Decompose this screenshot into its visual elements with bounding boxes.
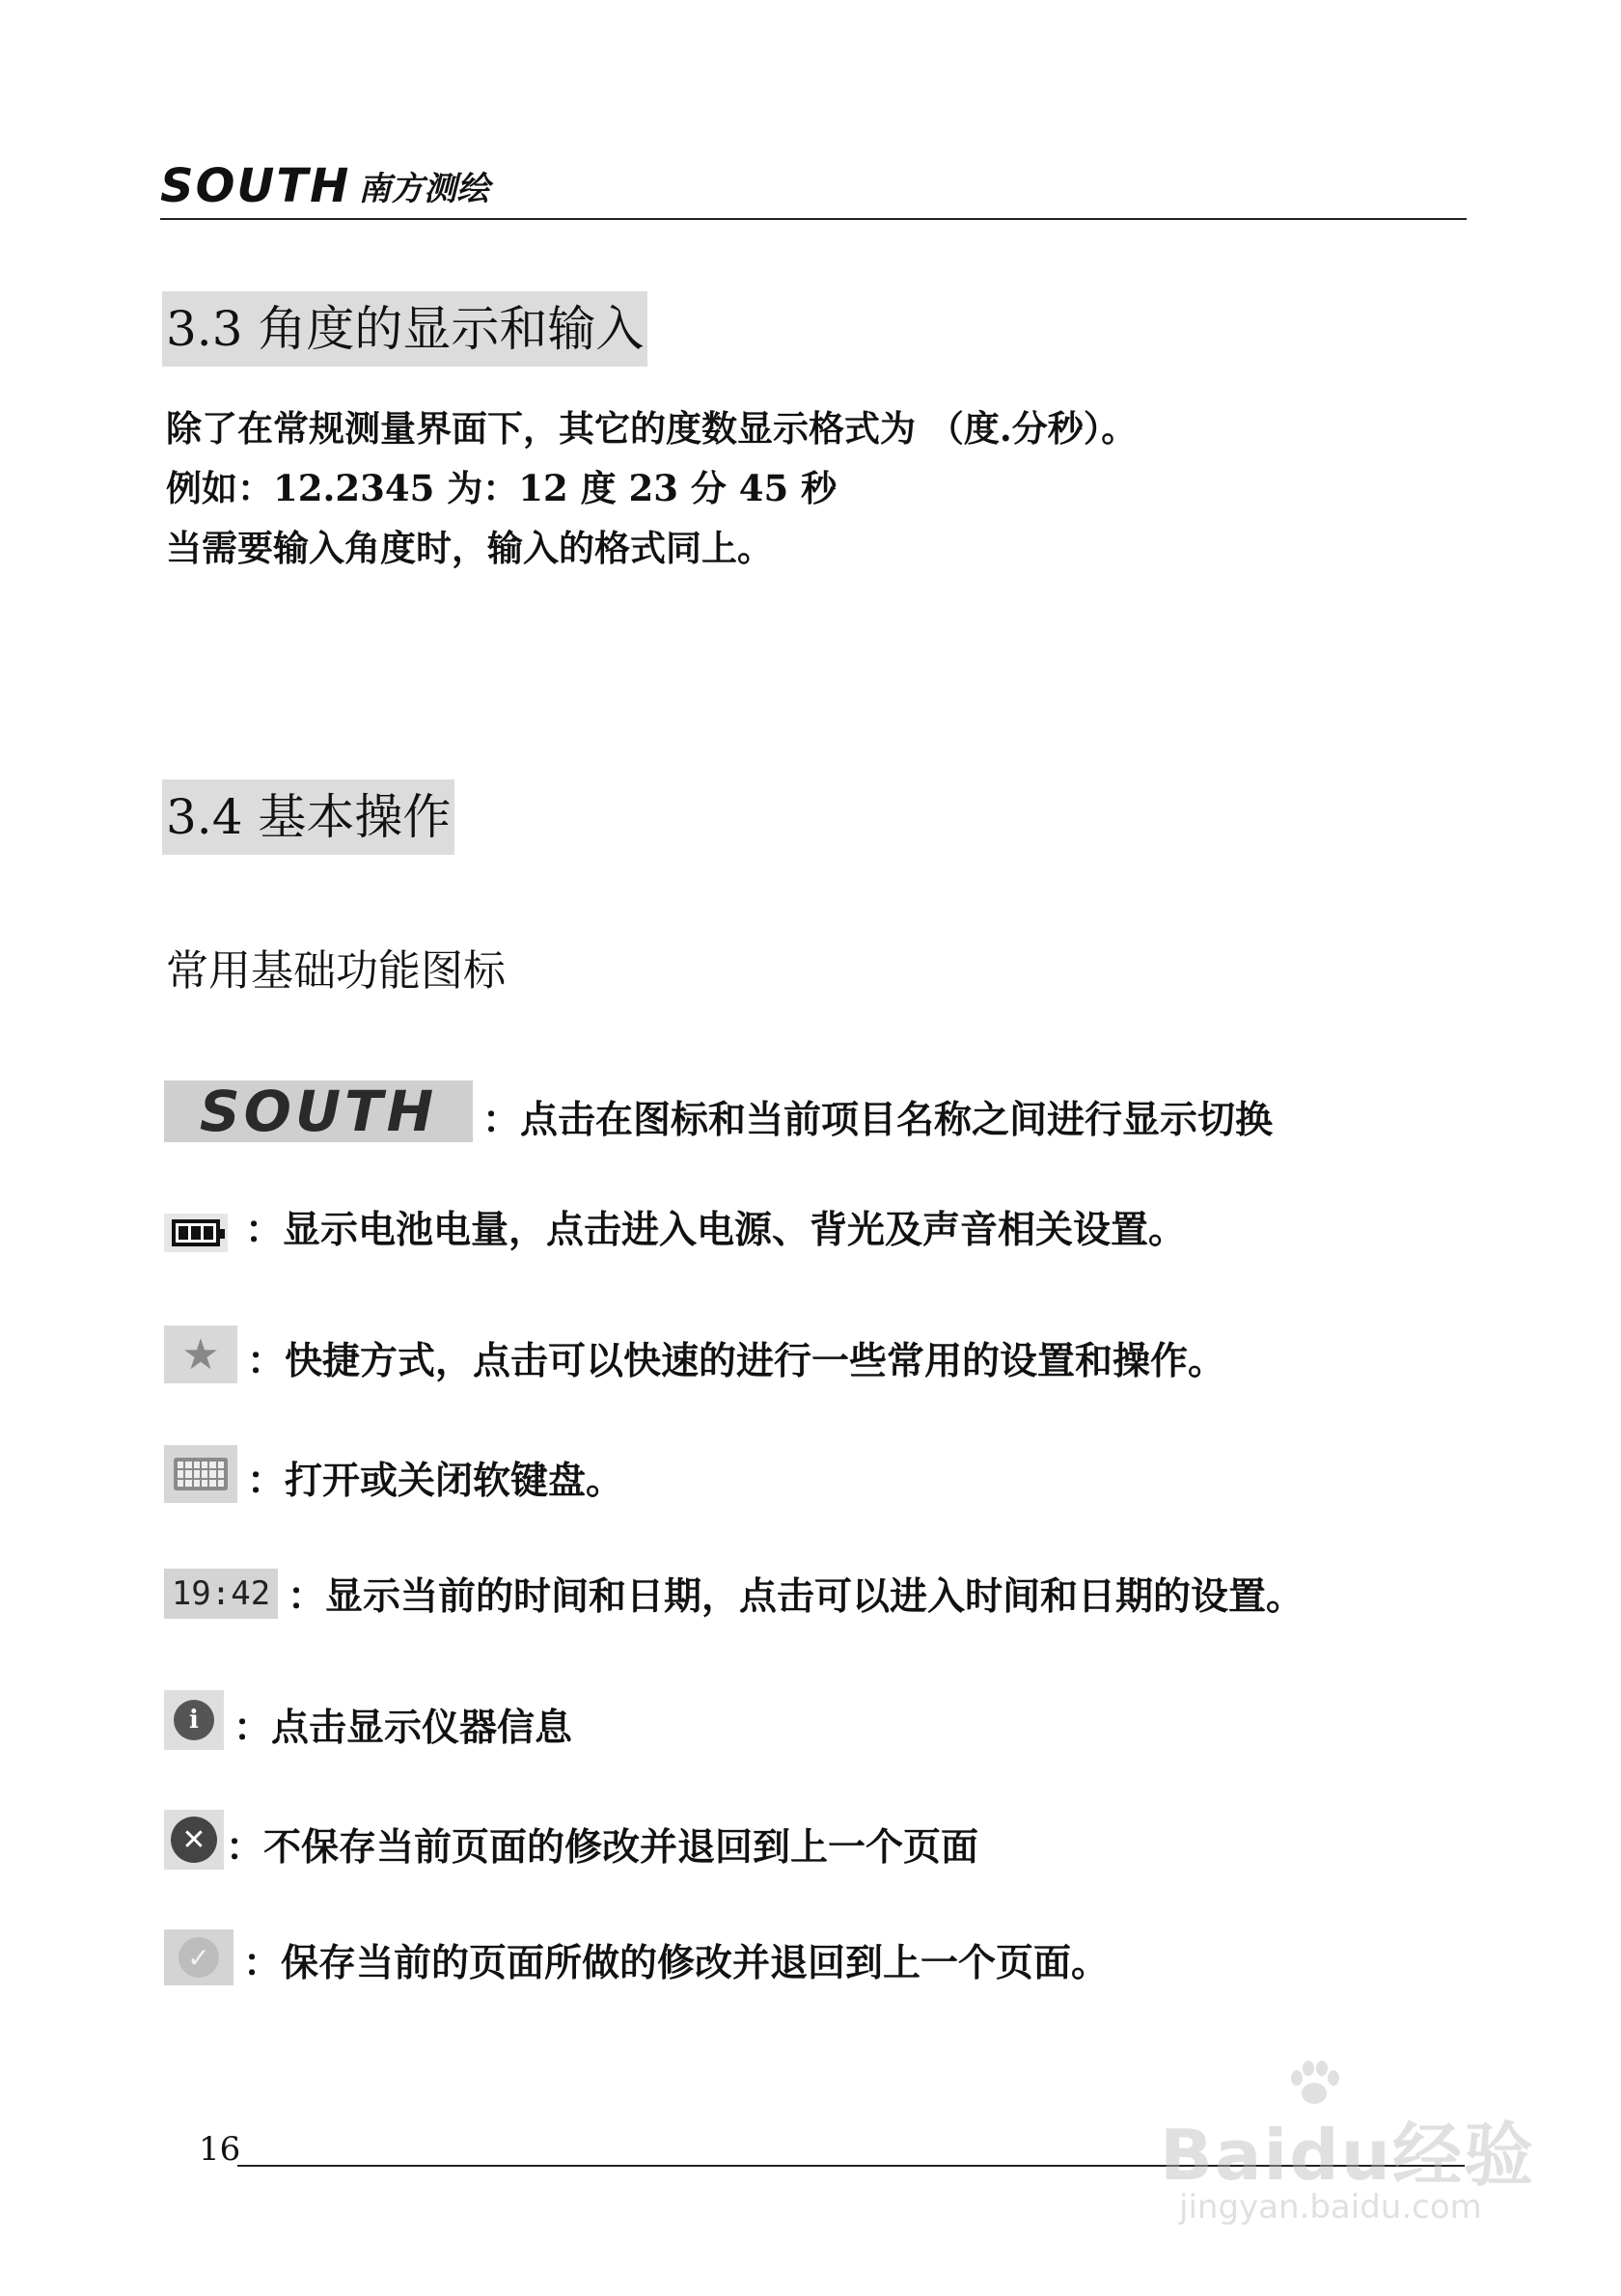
icon-desc: ：显示电池电量，点击进入电源、背光及声音相关设置。	[245, 1208, 1187, 1252]
south-logo-cn: 南方测绘	[358, 170, 490, 208]
icon-row-check	[164, 1929, 1109, 1985]
paragraph-line-3: 当需要输入角度时，输入的格式同上。	[166, 527, 773, 569]
icon-row-star	[164, 1326, 1225, 1383]
icon-desc: ：显示当前的时间和日期，点击可以进入时间和日期的设置。	[288, 1574, 1305, 1619]
watermark-main: Baidu经验	[1160, 2115, 1535, 2196]
icon-desc: ：打开或关闭软键盘。	[247, 1459, 624, 1503]
icon-row-south	[164, 1080, 1273, 1142]
section-3-3-title: 3.3 角度的显示和输入	[162, 291, 647, 367]
close-icon: ✕	[164, 1810, 224, 1870]
info-icon: i	[164, 1690, 224, 1750]
icon-desc: ：点击显示仪器信息	[234, 1706, 573, 1750]
paragraph-line-1: 除了在常规测量界面下，其它的度数显示格式为 （度.分秒）。	[166, 407, 1138, 450]
icon-row-keyboard	[164, 1445, 623, 1503]
subheading: 常用基础功能图标	[166, 946, 506, 996]
icon-row-battery	[164, 1208, 1186, 1252]
icon-row-close	[164, 1810, 978, 1870]
paragraph-line-2: 例如：12.2345 为：12 度 23 分 45 秒	[166, 467, 838, 509]
clock-icon: 19:42	[164, 1569, 278, 1619]
star-icon: ★	[164, 1326, 237, 1383]
check-icon: ✓	[164, 1929, 234, 1985]
icon-desc: ：不保存当前页面的修改并退回到上一个页面	[226, 1825, 979, 1870]
icon-desc: ：点击在图标和当前项目名称之间进行显示切换	[482, 1098, 1274, 1142]
section-3-4-title: 3.4 基本操作	[162, 779, 454, 855]
battery-icon	[164, 1214, 228, 1252]
icon-row-clock	[164, 1569, 1304, 1619]
south-logo-icon: SOUTH	[164, 1080, 473, 1142]
header-logo	[160, 159, 490, 213]
south-logo-text: SOUTH	[160, 159, 351, 213]
icon-desc: ：快捷方式，点击可以快速的进行一些常用的设置和操作。	[247, 1339, 1226, 1383]
watermark-sub: jingyan.baidu.com	[1179, 2188, 1482, 2227]
icon-desc: ：保存当前的页面所做的修改并退回到上一个页面。	[243, 1941, 1110, 1985]
header-divider	[160, 218, 1467, 220]
icon-row-info	[164, 1690, 572, 1750]
keyboard-icon	[164, 1445, 237, 1503]
page-number: 16	[199, 2130, 241, 2169]
baidu-watermark	[1150, 2061, 1536, 2254]
